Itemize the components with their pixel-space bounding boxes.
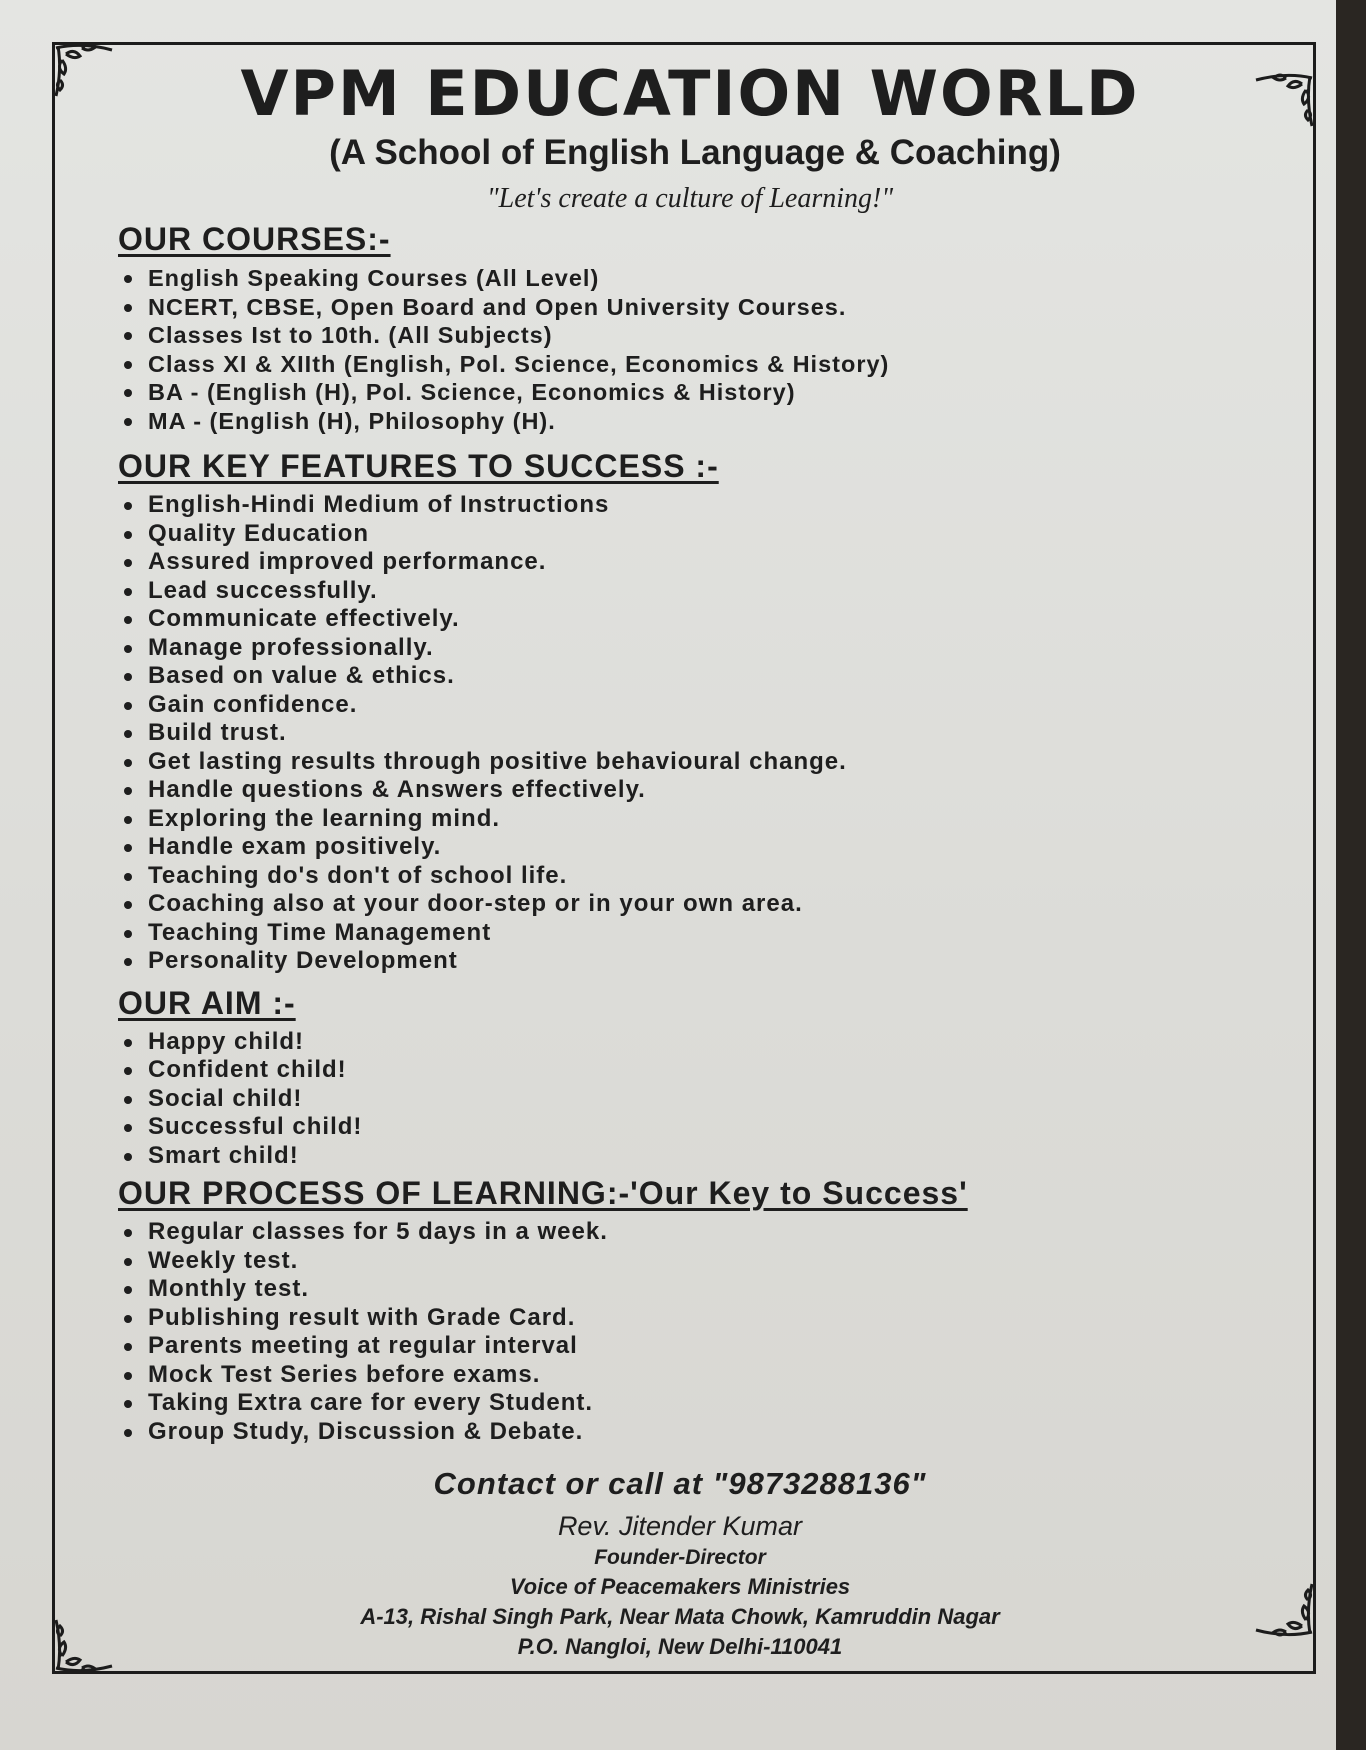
list-item: NCERT, CBSE, Open Board and Open University Courses.: [122, 293, 1310, 322]
process-section: [110, 1174, 1310, 1446]
list-item: Confident child!: [122, 1056, 1310, 1085]
list-item: Social child!: [122, 1085, 1310, 1114]
ministry-name: Voice of Peacemakers Ministries: [509, 1574, 851, 1599]
list-item: Class XI & XIIth (English, Pol. Science, Economics & History): [122, 350, 1310, 379]
courses-list: [110, 264, 1310, 435]
address-line: P.O. Nangloi, New Delhi-110041: [517, 1634, 843, 1659]
list-item: Based on value & ethics.: [122, 662, 1310, 691]
tagline: "Let's create a culture of Learning!": [486, 183, 894, 214]
list-item: Teaching do's don't of school life.: [122, 862, 1310, 891]
list-item: Assured improved performance.: [122, 548, 1310, 577]
contact-phone: Contact or call at "9873288136": [433, 1466, 927, 1501]
list-item: Gain confidence.: [122, 691, 1310, 720]
features-list: [110, 491, 1310, 976]
list-item: Taking Extra care for every Student.: [122, 1389, 1310, 1418]
list-item: Build trust.: [122, 719, 1310, 748]
section-heading: OUR COURSES:-: [118, 221, 391, 257]
list-item: BA - (English (H), Pol. Science, Economics & History): [122, 378, 1310, 407]
page-subtitle: (A School of English Language & Coaching): [329, 133, 1061, 172]
contact-footer: [110, 1464, 1310, 1662]
list-item: Get lasting results through positive behavioural change.: [122, 748, 1310, 777]
features-section: [110, 447, 1310, 976]
section-heading: OUR KEY FEATURES TO SUCCESS :-: [118, 448, 719, 484]
list-item: Handle questions & Answers effectively.: [122, 776, 1310, 805]
section-heading: OUR AIM :-: [118, 984, 296, 1021]
list-item: Classes Ist to 10th. (All Subjects): [122, 321, 1310, 350]
list-item: Manage professionally.: [122, 634, 1310, 663]
address-line: A-13, Rishal Singh Park, Near Mata Chowk, Kamruddin Nagar: [360, 1604, 1000, 1629]
section-heading: OUR PROCESS OF LEARNING:-'Our Key to Success': [118, 1175, 968, 1211]
list-item: Handle exam positively.: [122, 833, 1310, 862]
aim-section: [110, 984, 1310, 1171]
list-item: Publishing result with Grade Card.: [122, 1304, 1310, 1333]
list-item: Personality Development: [122, 947, 1310, 976]
aim-list: [110, 1028, 1310, 1171]
list-item: Group Study, Discussion & Debate.: [122, 1418, 1310, 1447]
list-item: Mock Test Series before exams.: [122, 1361, 1310, 1390]
list-item: Monthly test.: [122, 1275, 1310, 1304]
list-item: MA - (English (H), Philosophy (H).: [122, 407, 1310, 436]
founder-name: Rev. Jitender Kumar: [557, 1511, 803, 1541]
list-item: Coaching also at your door-step or in your own area.: [122, 890, 1310, 919]
list-item: Lead successfully.: [122, 577, 1310, 606]
list-item: Parents meeting at regular interval: [122, 1332, 1310, 1361]
list-item: Teaching Time Management: [122, 919, 1310, 948]
process-list: [110, 1218, 1310, 1446]
list-item: Smart child!: [122, 1142, 1310, 1171]
list-item: Successful child!: [122, 1113, 1310, 1142]
list-item: English-Hindi Medium of Instructions: [122, 491, 1310, 520]
list-item: Weekly test.: [122, 1247, 1310, 1276]
courses-section: [110, 220, 1310, 435]
founder-role: Founder-Director: [594, 1546, 766, 1569]
list-item: Quality Education: [122, 520, 1310, 549]
list-item: Regular classes for 5 days in a week.: [122, 1218, 1310, 1247]
list-item: English Speaking Courses (All Level): [122, 264, 1310, 293]
list-item: Communicate effectively.: [122, 605, 1310, 634]
page-title: VPM EDUCATION WORLD: [240, 57, 1140, 130]
flyer-content: [110, 58, 1310, 1662]
list-item: Happy child!: [122, 1028, 1310, 1057]
list-item: Exploring the learning mind.: [122, 805, 1310, 834]
